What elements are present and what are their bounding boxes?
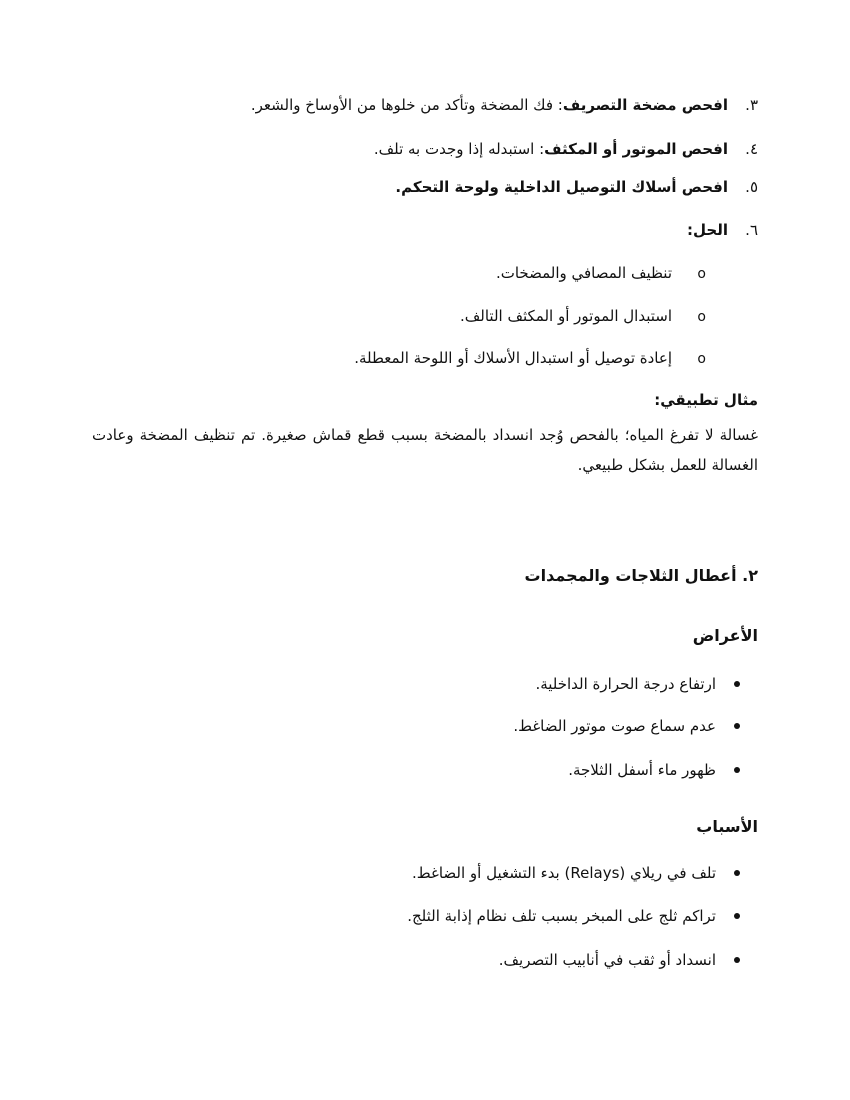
symptom-item xyxy=(568,759,758,781)
symptom-item xyxy=(513,715,758,737)
symptom-text: ارتفاع درجة الحرارة الداخلية. xyxy=(535,675,716,693)
solution-text: استبدال الموتور أو المكثف التالف. xyxy=(460,307,672,325)
symptoms-title: الأعراض xyxy=(692,626,758,645)
step-text: : استبدله إذا وجدت به تلف. xyxy=(373,140,545,158)
circle-bullet-icon: o xyxy=(697,309,706,325)
solution-item xyxy=(496,262,758,285)
step-number: ٣. xyxy=(745,96,758,114)
example-title: مثال تطبيقي: xyxy=(654,391,758,409)
symptom-text: عدم سماع صوت موتور الضاغط. xyxy=(513,717,716,735)
step-bold: الحل: xyxy=(687,221,728,239)
bullet-icon xyxy=(734,767,740,773)
solution-text: تنظيف المصافي والمضخات. xyxy=(495,264,672,282)
bullet-icon xyxy=(734,957,740,963)
cause-text: انسداد أو ثقب في أنابيب التصريف. xyxy=(498,951,716,969)
step-number: ٥. xyxy=(745,178,758,196)
step-5 xyxy=(395,176,758,198)
solution-text: إعادة توصيل أو استبدال الأسلاك أو اللوحة المعطلة. xyxy=(354,349,672,367)
circle-bullet-icon: o xyxy=(697,266,706,282)
step-bold: افحص مضخة التصريف xyxy=(562,96,728,114)
section-title: ٢. أعطال الثلاجات والمجمدات xyxy=(524,566,758,585)
example-body: غسالة لا تفرغ المياه؛ بالفحص وُجد انسداد بالمضخة بسبب قطع قماش صغيرة. تم تنظيف المضخة وعادت الغسالة للعمل بشكل طبيعي. xyxy=(92,426,758,474)
cause-item xyxy=(412,862,758,884)
step-bold: افحص الموتور أو المكثف xyxy=(544,140,728,158)
bullet-icon xyxy=(734,913,740,919)
symptom-item xyxy=(535,673,758,695)
cause-item xyxy=(499,949,758,971)
solution-item xyxy=(354,347,758,370)
causes-title: الأسباب xyxy=(696,817,758,836)
symptom-text: ظهور ماء أسفل الثلاجة. xyxy=(568,761,716,779)
cause-text: تراكم ثلج على المبخر بسبب تلف نظام إذابة الثلج. xyxy=(407,907,716,925)
cause-text: تلف في ريلاي (Relays) بدء التشغيل أو الضاغط. xyxy=(411,864,716,882)
bullet-icon xyxy=(734,870,740,876)
cause-item xyxy=(407,905,758,927)
step-4 xyxy=(374,138,758,160)
bullet-icon xyxy=(734,723,740,729)
step-3 xyxy=(251,94,758,116)
solution-item xyxy=(460,305,758,328)
step-text: : فك المضخة وتأكد من خلوها من الأوساخ والشعر. xyxy=(250,96,563,114)
step-6 xyxy=(687,219,758,241)
circle-bullet-icon: o xyxy=(697,351,706,367)
step-number: ٦. xyxy=(745,221,758,239)
bullet-icon xyxy=(734,681,740,687)
step-bold: افحص أسلاك التوصيل الداخلية ولوحة التحكم. xyxy=(395,178,728,196)
step-number: ٤. xyxy=(745,140,758,158)
